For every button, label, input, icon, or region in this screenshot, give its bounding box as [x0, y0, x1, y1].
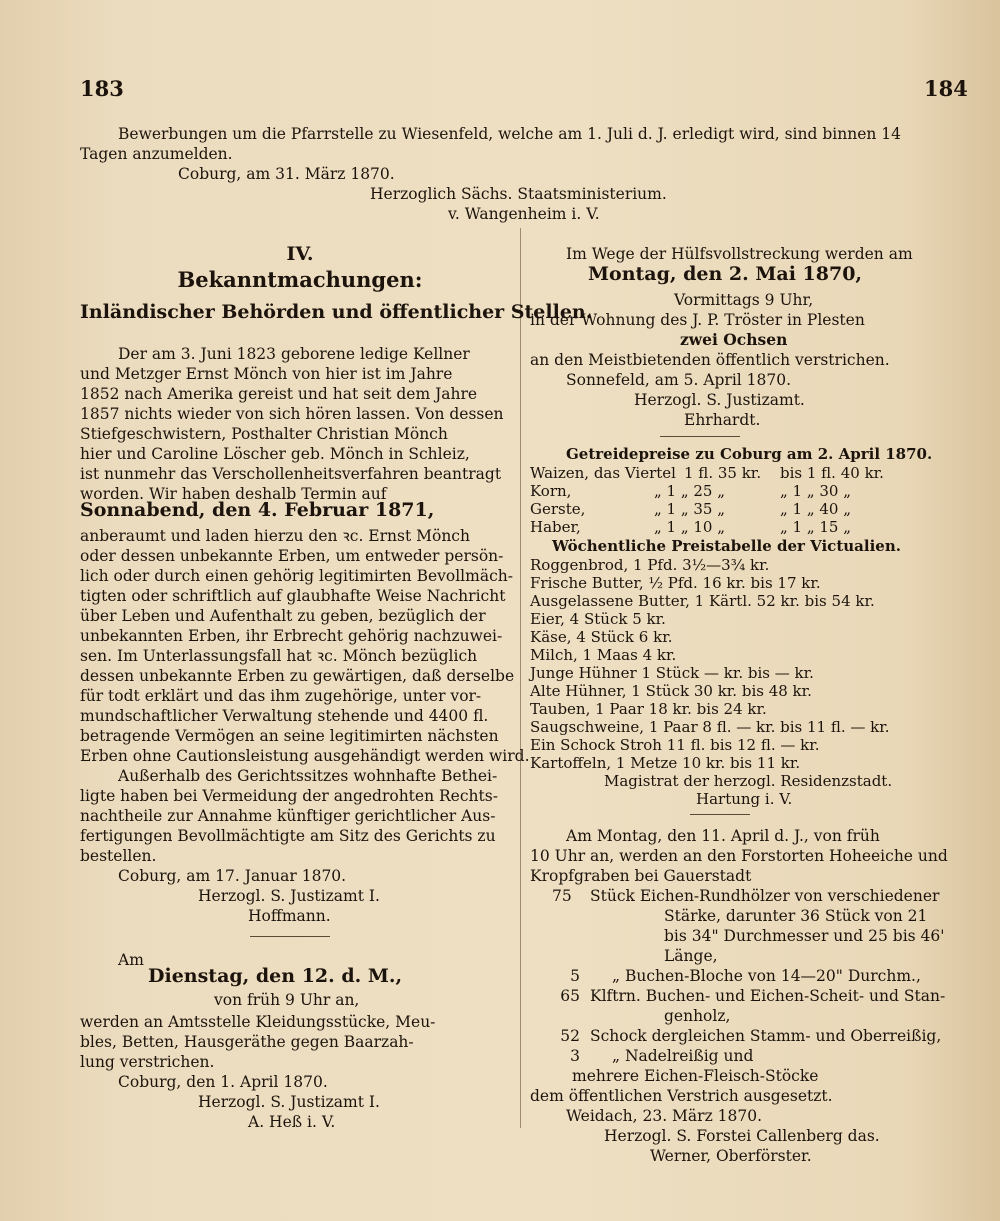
victuals-row: Junge Hühner 1 Stück — kr. bis — kr. — [530, 664, 814, 682]
notice4-signature: Werner, Oberförster. — [650, 1147, 812, 1165]
victuals-row: Ausgelassene Butter, 1 Kärtl. 52 kr. bis 54 kr. — [530, 592, 875, 610]
notice4-qty: 3 — [570, 1047, 580, 1065]
header-line: Tagen anzumelden. — [80, 145, 233, 163]
notice2-time: von früh 9 Uhr an, — [214, 991, 360, 1009]
notice1-line: Stiefgeschwistern, Posthalter Christian Mönch — [80, 425, 448, 443]
notice4-authority: Herzogl. S. Forstei Callenberg das. — [604, 1127, 880, 1145]
victuals-row: Tauben, 1 Paar 18 kr. bis 24 kr. — [530, 700, 767, 718]
notice1-line: anberaumt und laden hierzu den ꝛc. Ernst Mönch — [80, 527, 470, 545]
notice3-time: Vormittags 9 Uhr, — [674, 291, 814, 309]
notice2-am: Am — [118, 951, 144, 969]
section-number: IV. — [286, 243, 314, 265]
notice4-item-line: Länge, — [664, 947, 718, 965]
notice1-line: worden. Wir haben deshalb Termin auf — [80, 485, 387, 503]
notice4-closing: dem öffentlichen Verstrich ausgesetzt. — [530, 1087, 833, 1105]
header-authority: Herzoglich Sächs. Staatsministerium. — [370, 185, 667, 203]
section-subtitle: Inländischer Behörden und öffentlicher Stellen. — [80, 301, 593, 323]
notice3-line: an den Meistbietenden öffentlich verstrichen. — [530, 351, 890, 369]
notice1-line: bestellen. — [80, 847, 157, 865]
notice2-date-line: Dienstag, den 12. d. M., — [148, 965, 403, 987]
notice1-line: fertigungen Bevollmächtigte am Sitz des Gerichts zu — [80, 827, 496, 845]
notice1-date: Coburg, am 17. Januar 1870. — [118, 867, 347, 885]
notice4-item-line: Stärke, darunter 36 Stück von 21 — [664, 907, 928, 925]
notice2-signature: A. Heß i. V. — [248, 1113, 336, 1131]
notice4-qty: 5 — [570, 967, 580, 985]
notice1-line: betragende Vermögen an seine legitimirten nächsten — [80, 727, 499, 745]
notice1-line: lich oder durch einen gehörig legitimirten Bevollmäch- — [80, 567, 513, 585]
page-number-right: 184 — [924, 76, 968, 101]
notice4-line: 10 Uhr an, werden an den Forstorten Hoheeiche und — [530, 847, 948, 865]
notice1-authority: Herzogl. S. Justizamt I. — [198, 887, 380, 905]
notice1-line: für todt erklärt und das ihm zugehörige, unter vor- — [80, 687, 482, 705]
notice4-item-line: „ Nadelreißig und — [612, 1047, 754, 1065]
notice4-date: Weidach, 23. März 1870. — [566, 1107, 763, 1125]
notice1-line: sen. Im Unterlassungsfall hat ꝛc. Mönch bezüglich — [80, 647, 478, 665]
victuals-row: Frische Butter, ½ Pfd. 16 kr. bis 17 kr. — [530, 574, 821, 592]
grain-price-low: „ 1 „ 35 „ — [654, 500, 726, 518]
header-line: Bewerbungen um die Pfarrstelle zu Wiesenfeld, welche am 1. Juli d. J. erledigt wird, sind binnen 14 — [118, 125, 901, 143]
notice4-qty: 65 — [560, 987, 580, 1005]
notice4-qty: 52 — [560, 1027, 580, 1045]
notice4-item-line: Klftrn. Buchen- und Eichen-Scheit- und Stan- — [590, 987, 946, 1005]
grain-item: Korn, — [530, 482, 572, 500]
header-date: Coburg, am 31. März 1870. — [178, 165, 395, 183]
victuals-row: Roggenbrod, 1 Pfd. 3½—3¾ kr. — [530, 556, 770, 574]
notice3-date-line: Montag, den 2. Mai 1870, — [588, 263, 863, 285]
notice2-authority: Herzogl. S. Justizamt I. — [198, 1093, 380, 1111]
notice1-line: ist nunmehr das Verschollenheitsverfahren beantragt — [80, 465, 502, 483]
victuals-title: Wöchentliche Preistabelle der Victualien. — [552, 537, 901, 555]
notice4-item-line: bis 34" Durchmesser und 25 bis 46' — [664, 927, 945, 945]
separator — [250, 936, 330, 937]
victuals-row: Ein Schock Stroh 11 fl. bis 12 fl. — kr. — [530, 736, 820, 754]
notice1-line: mundschaftlicher Verwaltung stehende und 4400 fl. — [80, 707, 489, 725]
notice3-signature: Ehrhardt. — [684, 411, 761, 429]
notice1-signature: Hoffmann. — [248, 907, 331, 925]
notice1-line: und Metzger Ernst Mönch von hier ist im Jahre — [80, 365, 453, 383]
victuals-row: Käse, 4 Stück 6 kr. — [530, 628, 673, 646]
notice2-line: lung verstrichen. — [80, 1053, 215, 1071]
grain-item: Waizen, das Viertel — [530, 464, 676, 482]
notice1-line: Außerhalb des Gerichtssitzes wohnhafte Bethei- — [118, 767, 498, 785]
grain-item: Haber, — [530, 518, 581, 536]
grain-item: Gerste, — [530, 500, 586, 518]
header-signature: v. Wangenheim i. V. — [448, 205, 600, 223]
grain-title: Getreidepreise zu Coburg am 2. April 1870. — [566, 445, 933, 463]
notice1-line: 1857 nichts wieder von sich hören lassen. Von dessen — [80, 405, 504, 423]
notice1-line: Erben ohne Cautionsleistung ausgehändigt werden wird. — [80, 747, 530, 765]
notice3-date: Sonnefeld, am 5. April 1870. — [566, 371, 792, 389]
notice4-item-line: „ Buchen-Bloche von 14—20" Durchm., — [612, 967, 921, 985]
grain-price-high: „ 1 „ 30 „ — [780, 482, 852, 500]
notice1-date-line: Sonnabend, den 4. Februar 1871, — [80, 499, 435, 521]
notice2-line: werden an Amtsstelle Kleidungsstücke, Meu- — [80, 1013, 436, 1031]
notice1-line: 1852 nach Amerika gereist und hat seit dem Jahre — [80, 385, 478, 403]
victuals-row: Milch, 1 Maas 4 kr. — [530, 646, 677, 664]
notice1-line: dessen unbekannte Erben zu gewärtigen, daß derselbe — [80, 667, 515, 685]
notice3-line: zwei Ochsen — [680, 330, 788, 349]
page-number-left: 183 — [80, 76, 124, 101]
notice1-line: Der am 3. Juni 1823 geborene ledige Kellner — [118, 345, 470, 363]
notice1-line: ligte haben bei Vermeidung der angedrohten Rechts- — [80, 787, 498, 805]
victuals-authority: Magistrat der herzogl. Residenzstadt. — [604, 772, 893, 790]
notice4-item-line: genholz, — [664, 1007, 731, 1025]
grain-price-high: bis 1 fl. 40 kr. — [780, 464, 884, 482]
notice4-item-line: mehrere Eichen-Fleisch-Stöcke — [572, 1067, 819, 1085]
notice1-line: unbekannten Erben, ihr Erbrecht gehörig nachzuwei- — [80, 627, 503, 645]
grain-price-low: „ 1 „ 25 „ — [654, 482, 726, 500]
grain-price-low: 1 fl. 35 kr. — [684, 464, 762, 482]
notice4-line: Am Montag, den 11. April d. J., von früh — [566, 827, 880, 845]
notice1-line: über Leben und Aufenthalt zu geben, bezüglich der — [80, 607, 486, 625]
section-title: Bekanntmachungen: — [177, 267, 423, 292]
notice3-line: in der Wohnung des J. P. Tröster in Plesten — [530, 311, 865, 329]
grain-price-high: „ 1 „ 40 „ — [780, 500, 852, 518]
notice3-authority: Herzogl. S. Justizamt. — [634, 391, 805, 409]
notice2-line: bles, Betten, Hausgeräthe gegen Baarzah- — [80, 1033, 414, 1051]
victuals-row: Saugschweine, 1 Paar 8 fl. — kr. bis 11 fl. — kr. — [530, 718, 890, 736]
victuals-row: Alte Hühner, 1 Stück 30 kr. bis 48 kr. — [530, 682, 812, 700]
notice1-line: nachtheile zur Annahme künftiger gerichtlicher Aus- — [80, 807, 496, 825]
notice2-date: Coburg, den 1. April 1870. — [118, 1073, 328, 1091]
separator — [660, 436, 740, 437]
notice1-line: tigten oder schriftlich auf glaubhafte Weise Nachricht — [80, 587, 506, 605]
notice4-line: Kropfgraben bei Gauerstadt — [530, 867, 752, 885]
victuals-row: Kartoffeln, 1 Metze 10 kr. bis 11 kr. — [530, 754, 801, 772]
victuals-signature: Hartung i. V. — [696, 790, 793, 808]
notice3-line: Im Wege der Hülfsvollstreckung werden am — [566, 245, 913, 263]
separator — [690, 814, 750, 815]
grain-price-high: „ 1 „ 15 „ — [780, 518, 852, 536]
notice4-qty: 75 — [552, 887, 572, 905]
grain-price-low: „ 1 „ 10 „ — [654, 518, 726, 536]
notice4-item-line: Stück Eichen-Rundhölzer von verschiedener — [590, 887, 940, 905]
victuals-row: Eier, 4 Stück 5 kr. — [530, 610, 666, 628]
notice1-line: oder dessen unbekannte Erben, um entweder persön- — [80, 547, 504, 565]
column-divider — [520, 228, 521, 1128]
notice1-line: hier und Caroline Löscher geb. Mönch in Schleiz, — [80, 445, 470, 463]
notice4-item-line: Schock dergleichen Stamm- und Oberreißig, — [590, 1027, 942, 1045]
